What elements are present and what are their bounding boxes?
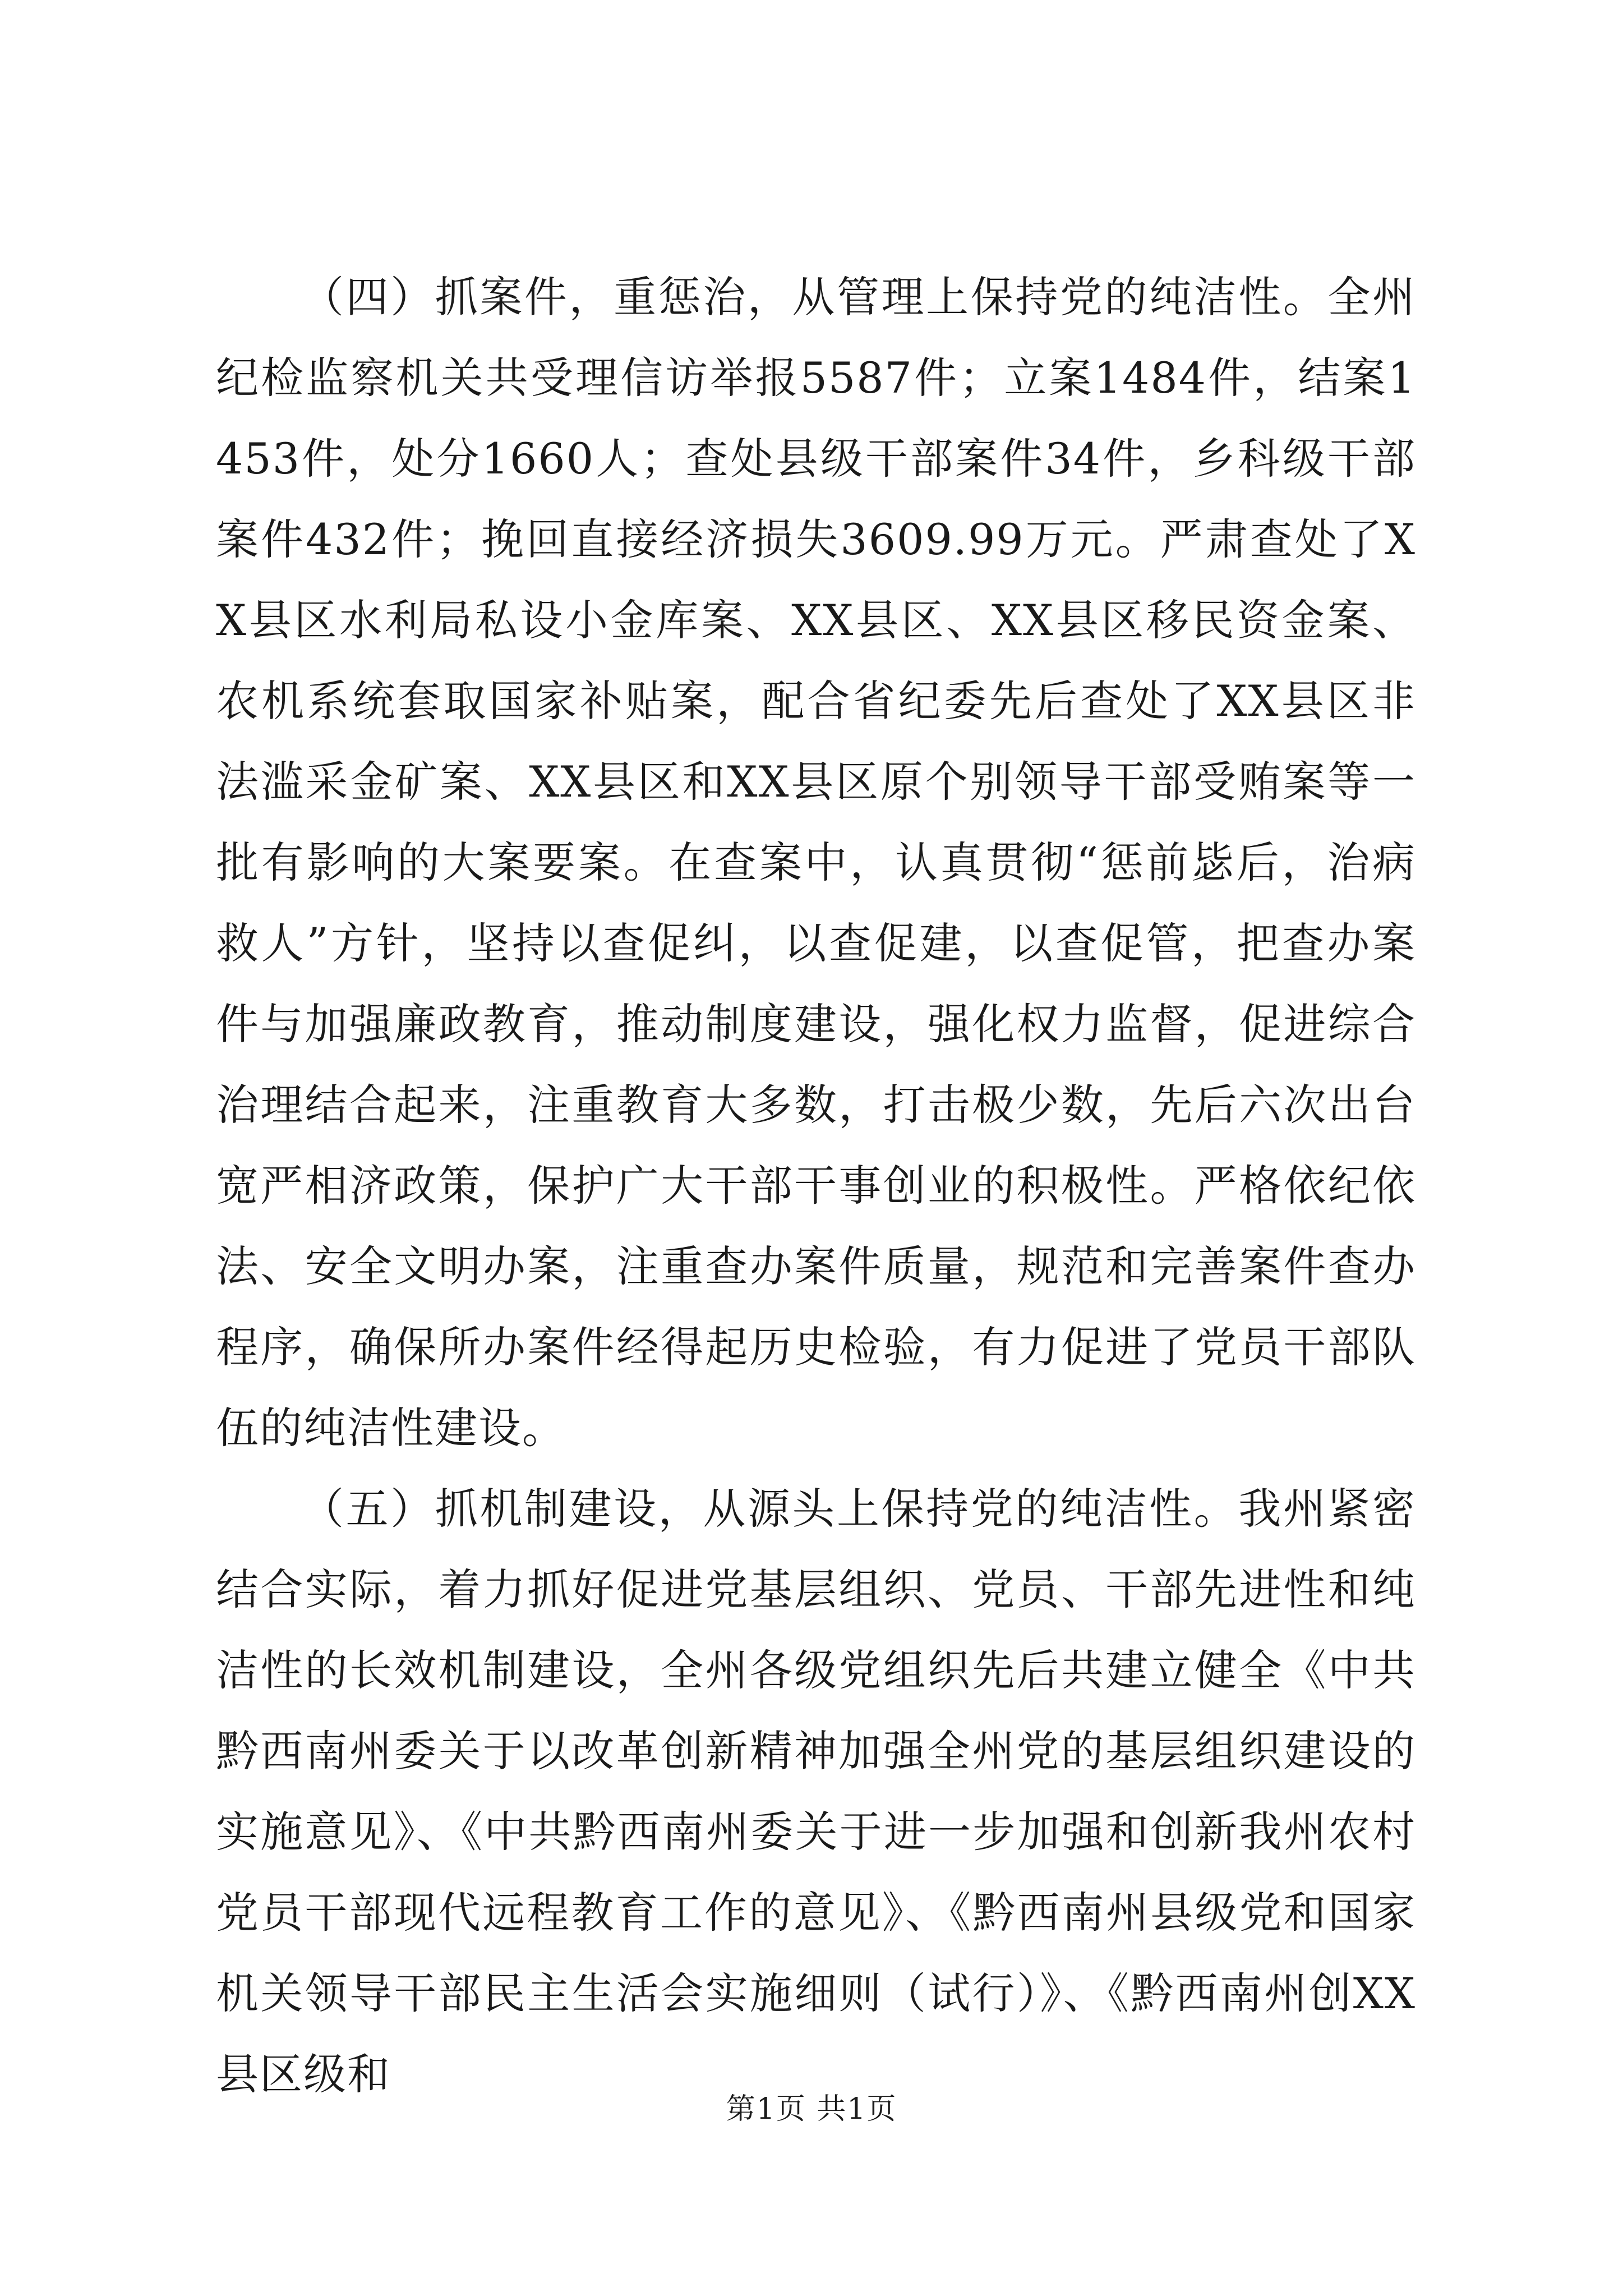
- page-footer: 第1页 共1页: [726, 2092, 897, 2126]
- document-body: [216, 257, 1416, 2115]
- paragraph-5: （五）抓机制建设，从源头上保持党的纯洁性。我州紧密结合实际，着力抓好促进党基层组织、党员、干部先进性和纯洁性的长效机制建设，全州各级党组织先后共建立健全《中共黔西南州委关于以改革创新精神加强全州党的基层组织建设的实施意见》、《中共黔西南州委关于进一步加强和创新我州农村党员干部现代远程教育工作的意见》、《黔西南州县级党和国家机关领导干部民主生活会实施细则（试行）》、《黔西南州创XX县区级和: [216, 1484, 1416, 2099]
- paragraph-4: （四）抓案件，重惩治，从管理上保持党的纯洁性。全州纪检监察机关共受理信访举报5587件；立案1484件，结案1453件，处分1660人；查处县级干部案件34件，乡科级干部案件432件；挽回直接经济损失3609.99万元。严肃查处了XX县区水利局私设小金库案、XX县区、XX县区移民资金案、农机系统套取国家补贴案，配合省纪委先后查处了XX县区非法滥采金矿案、XX县区和XX县区原个别领导干部受贿案等一批有影响的大案要案。在查案中，认真贯彻“惩前毖后，治病救人”方针，坚持以查促纠，以查促建，以查促管，把查办案件与加强廉政教育，推动制度建设，强化权力监督，促进综合治理结合起来，注重教育大多数，打击极少数，先后六次出台宽严相济政策，保护广大干部干事创业的积极性。严格依纪依法、安全文明办案，注重查办案件质量，规范和完善案件查办程序，确保所办案件经得起历史检验，有力促进了党员干部队伍的纯洁性建设。: [216, 272, 1416, 1453]
